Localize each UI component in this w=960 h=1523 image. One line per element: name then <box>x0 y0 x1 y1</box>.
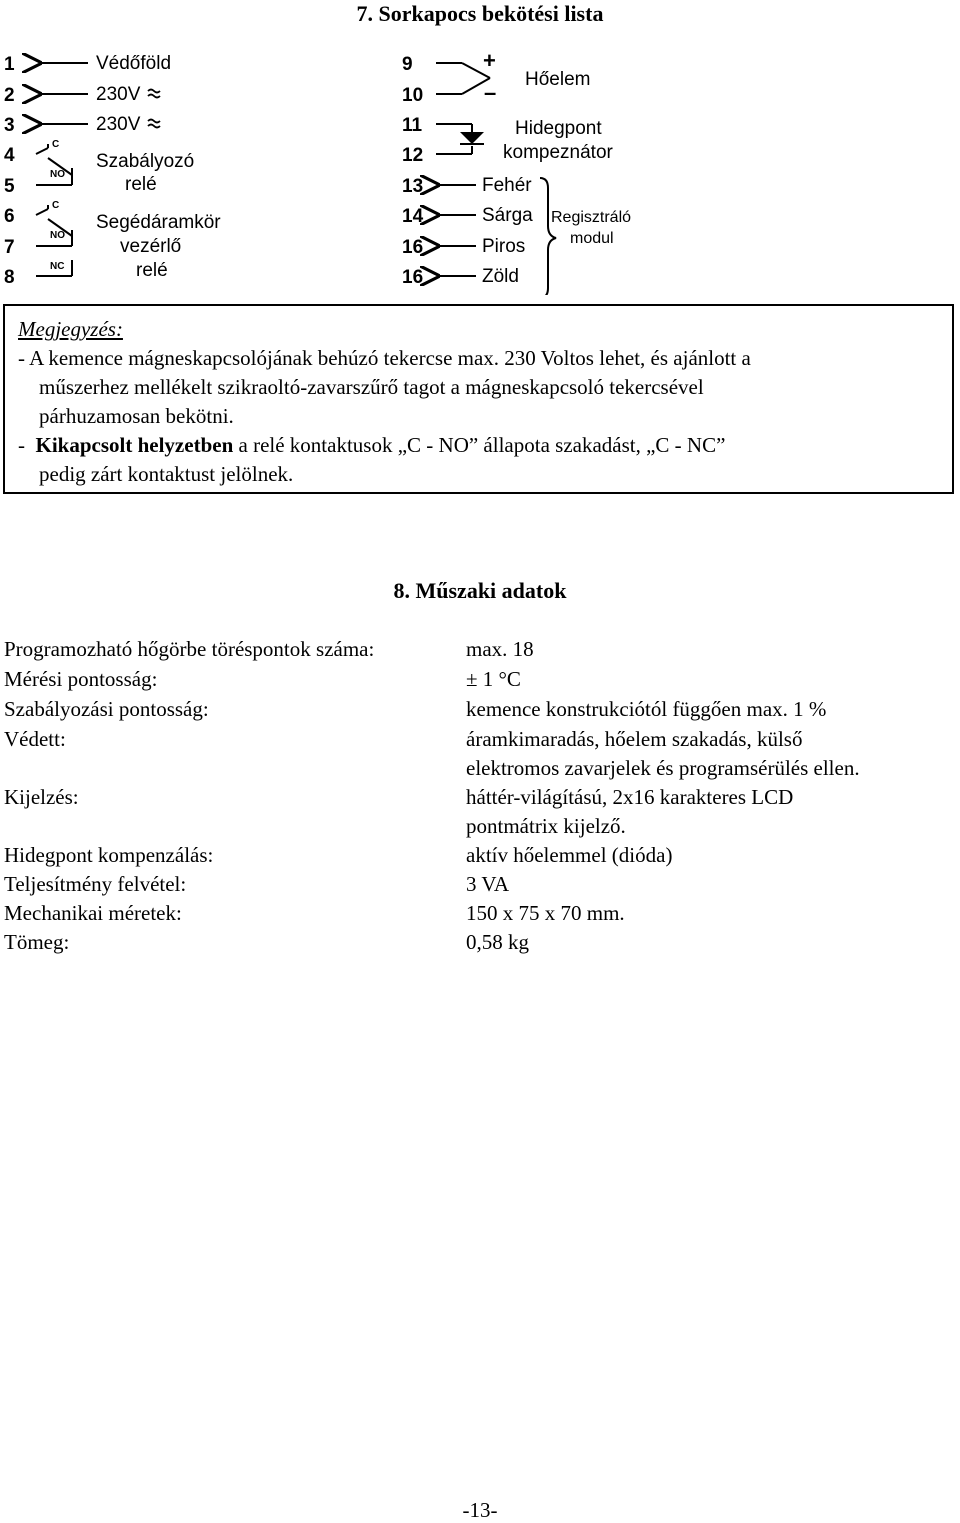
label-hidegpont: Hidegpont <box>515 118 602 139</box>
terminal-number: 11 <box>402 115 423 136</box>
terminal-number: 16 <box>402 267 424 288</box>
spec-value: aktív hőelemmel (dióda) <box>466 843 673 867</box>
spec-value: kemence konstrukciótól függően max. 1 % <box>466 697 827 721</box>
relay-nc-mark: NC <box>50 261 65 272</box>
spec-key: Kijelzés: <box>4 785 79 809</box>
label-vezerlo: vezérlő <box>120 236 182 257</box>
relay-no-mark: NO <box>50 169 65 180</box>
label-zold: Zöld <box>482 266 519 287</box>
terminal-number: 9 <box>402 54 413 75</box>
page-number: -13- <box>462 1498 498 1522</box>
terminal-number: 2 <box>4 85 15 106</box>
plus-sign: + <box>483 48 496 73</box>
relay-c-mark: C <box>52 139 60 150</box>
note-text: a relé kontaktusok „C - NO” állapota szakadást, „C - NC” <box>233 433 726 457</box>
label-hoelem: Hőelem <box>525 69 591 90</box>
note-line: pedig zárt kontaktust jelölnek. <box>39 462 294 486</box>
label-230v: 230V <box>96 84 141 105</box>
note-line: műszerhez mellékelt szikraoltó-zavarszűrő tagot a mágneskapcsoló tekercsével <box>39 375 704 399</box>
note-dash: - <box>18 433 36 457</box>
label-vedofold: Védőföld <box>96 53 172 74</box>
spec-key: Védett: <box>4 727 66 751</box>
terminal-number: 7 <box>4 237 15 258</box>
label-kompeznator: kompeznátor <box>503 142 613 163</box>
label-piros: Piros <box>482 236 526 257</box>
terminal-number: 10 <box>402 85 424 106</box>
label-230v: 230V <box>96 114 141 135</box>
thermocouple-icon <box>436 63 490 94</box>
note-line: - A kemence mágneskapcsolójának behúzó tekercse max. 230 Voltos lehet, és ajánlott a <box>18 346 751 370</box>
spec-key: Mérési pontosság: <box>4 667 158 691</box>
spec-value: 3 VA <box>466 872 509 896</box>
spec-key: Hidegpont kompenzálás: <box>4 843 214 867</box>
label-feher: Fehér <box>482 175 532 196</box>
spec-key: Programozható hőgörbe töréspontok száma: <box>4 637 375 661</box>
relay-c-mark: C <box>52 200 60 211</box>
spec-value: max. 18 <box>466 637 534 661</box>
terminal-number: 5 <box>4 176 15 197</box>
terminal-number: 16 <box>402 237 424 258</box>
relay-no-mark: NO <box>50 230 65 241</box>
terminal-number: 14 <box>402 206 424 227</box>
terminal-number: 13 <box>402 176 424 197</box>
spec-value: pontmátrix kijelző. <box>466 814 626 838</box>
note-line <box>18 433 725 458</box>
terminal-wiring-diagram <box>0 40 700 295</box>
spec-key: Szabályozási pontosság: <box>4 697 209 721</box>
note-bold-text: Kikapcsolt helyzetben <box>35 433 234 457</box>
label-rele: relé <box>136 260 168 281</box>
label-szabalyozo: Szabályozó <box>96 151 195 172</box>
label-rele: relé <box>125 174 157 195</box>
spec-key: Teljesítmény felvétel: <box>4 872 187 896</box>
spec-value: áramkimaradás, hőelem szakadás, külső <box>466 727 803 751</box>
note-line: párhuzamosan bekötni. <box>39 404 234 428</box>
terminal-number: 4 <box>4 145 15 166</box>
spec-value: ± 1 °C <box>466 667 521 691</box>
section-7-title: 7. Sorkapocs bekötési lista <box>356 1 604 26</box>
spec-key: Tömeg: <box>4 930 70 954</box>
terminal-number: 12 <box>402 145 424 166</box>
spec-value: 150 x 75 x 70 mm. <box>466 901 625 925</box>
spec-value: háttér-világítású, 2x16 karakteres LCD <box>466 785 794 809</box>
terminal-number: 6 <box>4 206 15 227</box>
label-segedaramkor: Segédáramkör <box>96 212 221 233</box>
spec-value: elektromos zavarjelek és programsérülés ellen. <box>466 756 860 780</box>
terminal-number: 3 <box>4 115 15 136</box>
ac-symbol-icon <box>148 90 160 128</box>
diode-triangle <box>460 132 484 144</box>
terminal-number: 8 <box>4 267 15 288</box>
brace-icon <box>540 178 556 295</box>
spec-key: Mechanikai méretek: <box>4 901 182 925</box>
spec-value: 0,58 kg <box>466 930 529 954</box>
note-title: Megjegyzés: <box>18 317 123 341</box>
label-modul: modul <box>570 230 614 247</box>
label-regisztralo: Regisztráló <box>551 209 632 226</box>
minus-sign: – <box>484 80 497 105</box>
label-sarga: Sárga <box>482 205 533 226</box>
terminal-number: 1 <box>4 54 15 75</box>
section-8-title: 8. Műszaki adatok <box>393 578 567 603</box>
